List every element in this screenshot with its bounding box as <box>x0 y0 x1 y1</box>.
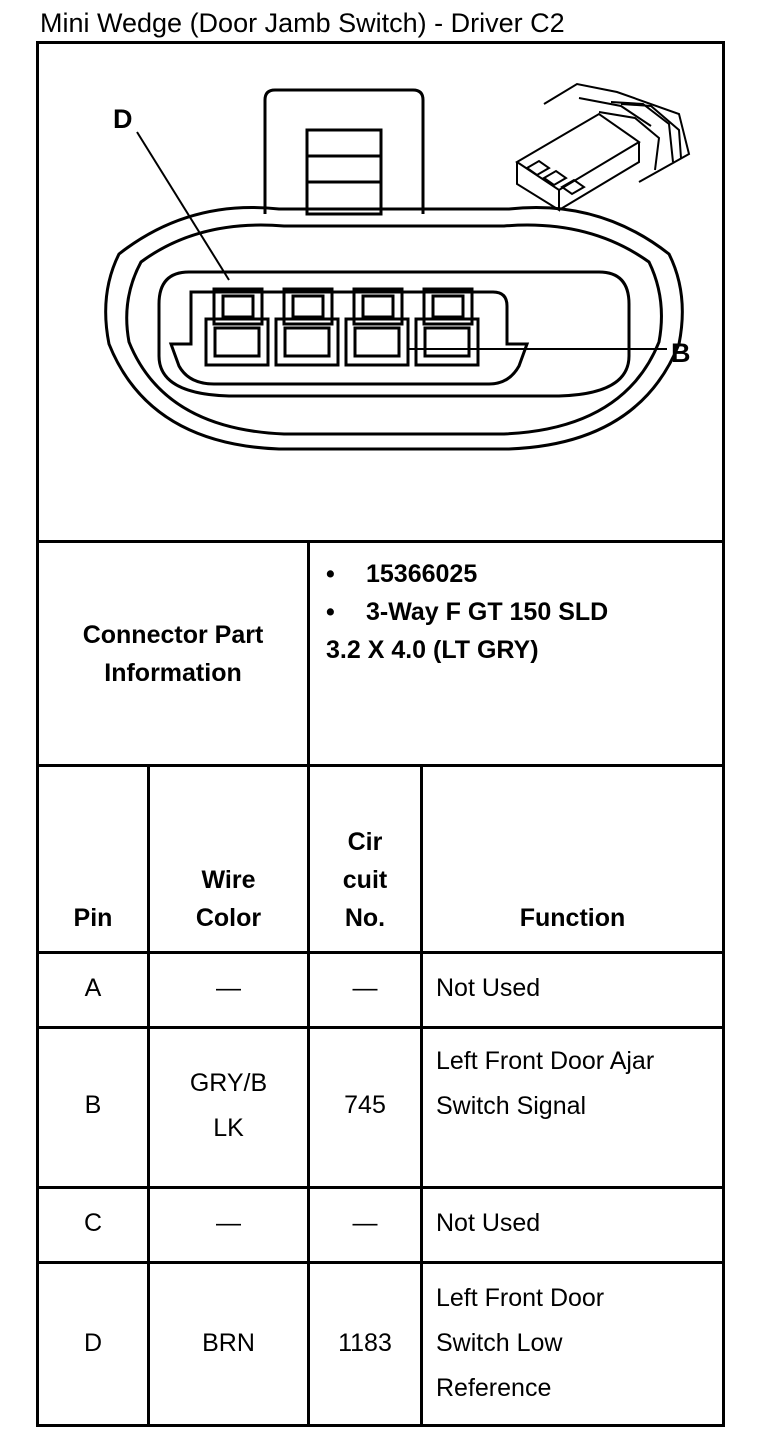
connector-drawing <box>39 44 722 540</box>
header-wire-color-line2: Color <box>195 904 262 932</box>
connector-info-label-line1: Connector Part <box>82 620 264 649</box>
table-row-d-function-line1: Left Front Door <box>436 1284 605 1312</box>
callout-line-d <box>137 132 229 280</box>
description-line2: 3.2 X 4.0 (LT GRY) <box>326 636 539 664</box>
table-row-d-wire: BRN <box>202 1329 255 1357</box>
table-row-d-function-line2: Switch Low <box>436 1329 563 1357</box>
connector-thumbnail <box>517 84 689 210</box>
connector-info-value <box>310 543 722 764</box>
header-circuit-line1: Cir <box>347 828 383 856</box>
table-row-b-wire-line2: LK <box>213 1114 244 1142</box>
header-circuit <box>310 823 420 937</box>
terminal-row-bottom <box>206 319 478 365</box>
table-row-d-function-line3: Reference <box>436 1374 552 1402</box>
table-row-b-circuit: 745 <box>344 1091 386 1119</box>
description-item <box>326 593 608 631</box>
table-row-c-pin: C <box>83 1209 103 1237</box>
table-row-d-pin: D <box>83 1329 103 1357</box>
bullet: • <box>326 560 335 588</box>
description-line1: 3-Way F GT 150 SLD <box>366 598 609 626</box>
header-function: Function <box>519 904 626 932</box>
part-number: 15366025 <box>366 560 478 588</box>
connector-diagram <box>39 44 722 543</box>
connector-info-label-line2: Information <box>104 658 242 687</box>
table-row-c-circuit: — <box>352 1209 378 1237</box>
table-row-b-function-line2: Switch Signal <box>436 1092 587 1120</box>
table-row-a-function: Not Used <box>436 974 541 1002</box>
header-circuit-line2: cuit <box>342 866 388 894</box>
connector-sheet <box>36 41 725 1427</box>
page-title: Mini Wedge (Door Jamb Switch) - Driver C2 <box>40 8 565 38</box>
table-row-b-function <box>436 1039 716 1129</box>
table-row-c-wire: — <box>216 1209 241 1237</box>
table-row-a-wire: — <box>216 974 241 1002</box>
latch-window <box>307 130 381 214</box>
table-row-a-circuit: — <box>352 974 378 1002</box>
header-circuit-line3: No. <box>344 904 386 932</box>
header-wire-color <box>150 861 307 937</box>
header-pin: Pin <box>73 904 113 932</box>
table-row-b-wire <box>150 1061 307 1151</box>
table-row-c-function: Not Used <box>436 1209 541 1237</box>
pin-label-d: D <box>113 104 133 134</box>
bullet: • <box>326 598 335 626</box>
table-row-a-pin: A <box>84 974 102 1002</box>
latch <box>265 90 423 214</box>
pin-table <box>39 764 722 1427</box>
table-row-b-function-line1: Left Front Door Ajar <box>436 1047 655 1075</box>
table-row-d-circuit: 1183 <box>338 1329 392 1357</box>
connector-info-label <box>39 543 310 764</box>
table-row-b-wire-line1: GRY/B <box>189 1069 268 1097</box>
table-row-d-function <box>436 1276 716 1411</box>
table-row-b-pin: B <box>84 1091 102 1119</box>
part-number-item <box>326 555 477 593</box>
pin-label-b: B <box>671 338 691 368</box>
header-wire-color-line1: Wire <box>201 866 256 894</box>
